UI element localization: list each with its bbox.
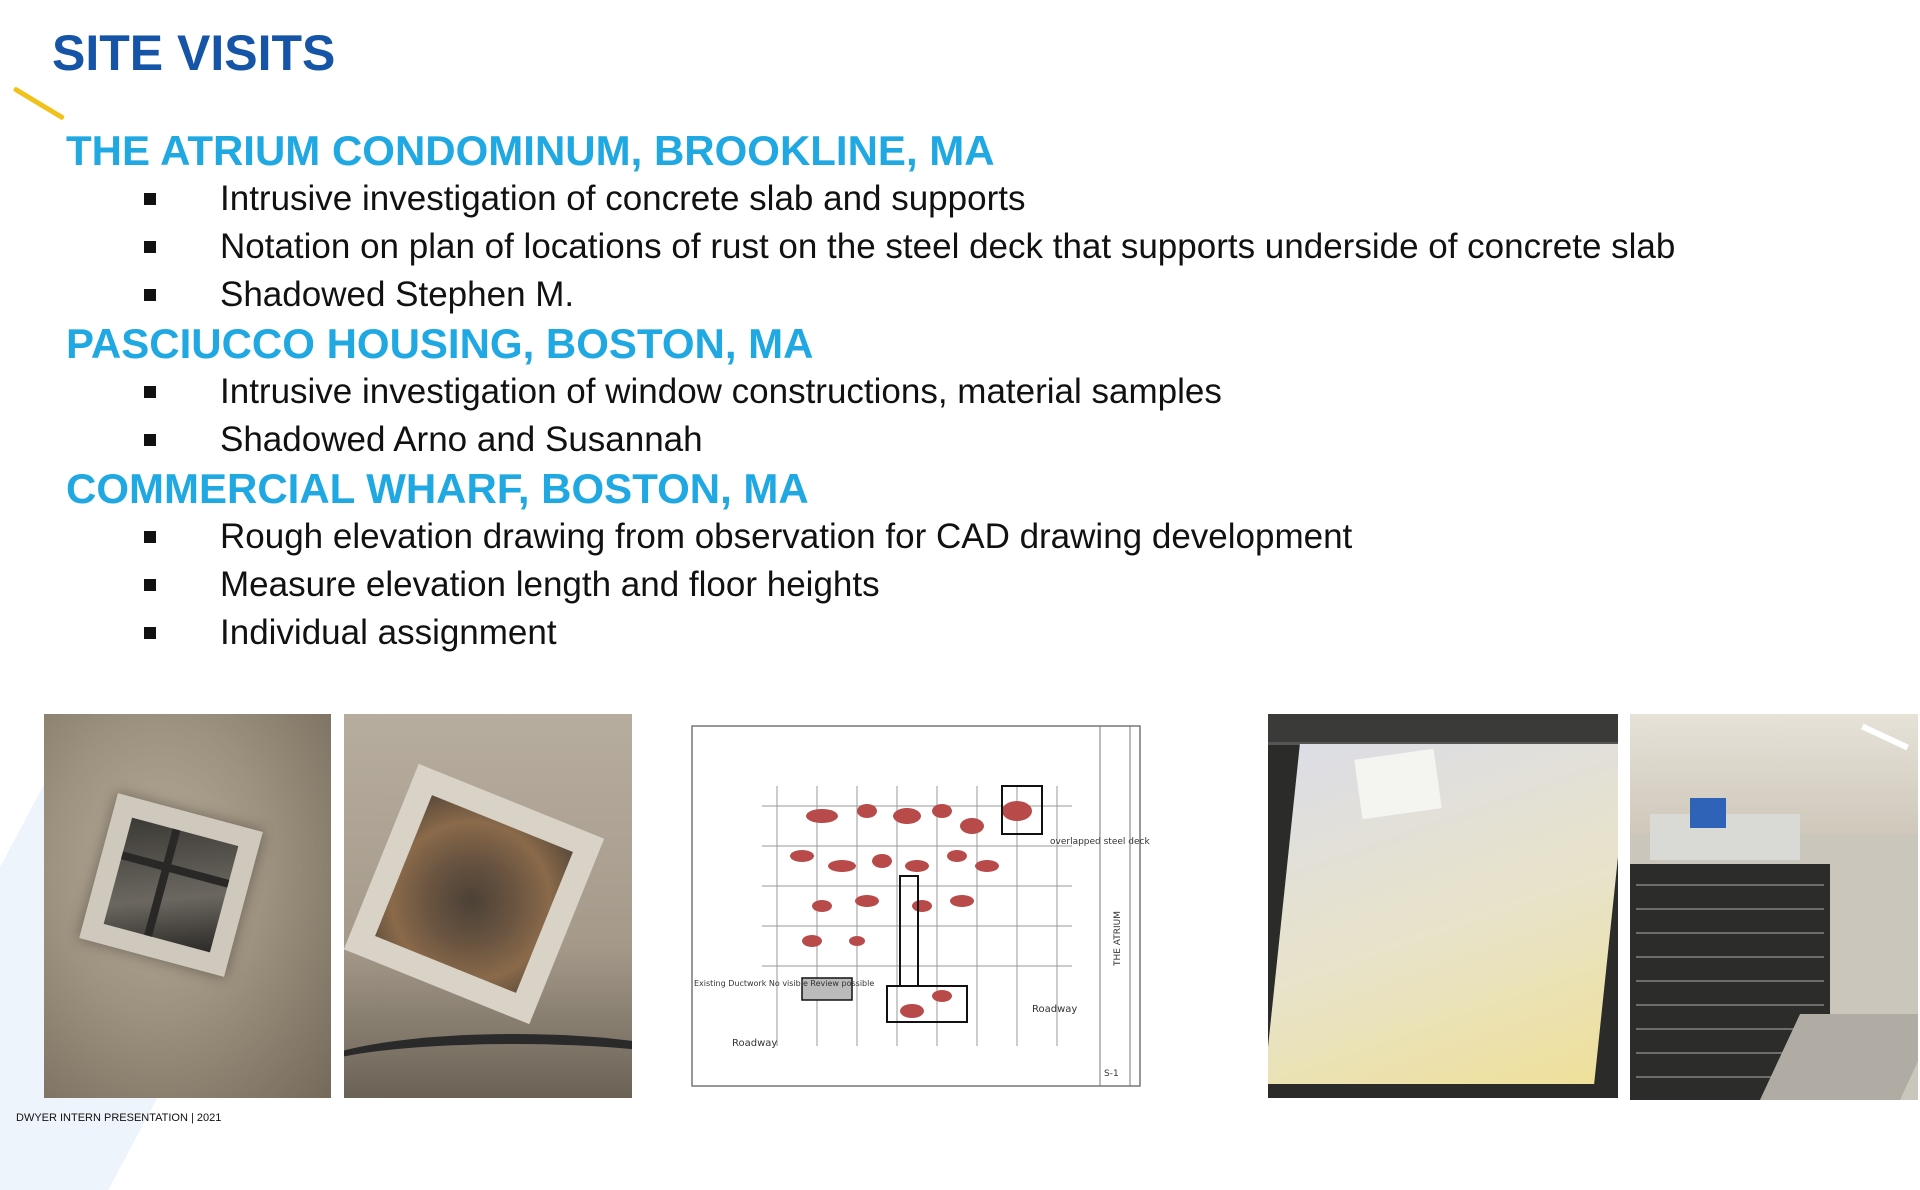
title-block [1100, 726, 1130, 1086]
bullet-square-icon [144, 386, 156, 398]
slide-title: SITE VISITS [52, 25, 336, 81]
bullet-square-icon [144, 289, 156, 301]
bullet-square-icon [144, 531, 156, 543]
highlight-box [900, 876, 918, 986]
hose [344, 1034, 632, 1098]
section-atrium [0, 126, 1920, 319]
bullet-item [0, 223, 1920, 271]
bullet-item [0, 513, 1920, 561]
bullet-text: Shadowed Arno and Susannah [220, 420, 703, 459]
bullet-text: Measure elevation length and floor heights [220, 565, 880, 604]
note-paper [1354, 749, 1442, 820]
slab-opening-photo [44, 714, 331, 1098]
annotation-roadway: Roadway [732, 1038, 778, 1049]
flat-file-drawer-photo [1268, 714, 1618, 1098]
bullet-text: Individual assignment [220, 613, 557, 652]
annotation-roadway: Roadway [1032, 1004, 1078, 1015]
bullet-text: Rough elevation drawing from observation for CAD drawing development [220, 517, 1353, 556]
section-heading: PASCIUCCO HOUSING, BOSTON, MA [66, 320, 814, 367]
bullet-item [0, 271, 1920, 319]
bullet-text: Intrusive investigation of window constructions, material samples [220, 372, 1222, 411]
section-heading: THE ATRIUM CONDOMINUM, BROOKLINE, MA [66, 127, 995, 174]
section-heading: COMMERCIAL WHARF, BOSTON, MA [66, 465, 809, 512]
marked-up-plan-drawing [672, 716, 1210, 1096]
bullet-item [0, 609, 1920, 657]
plan-drawing-svg [672, 716, 1210, 1096]
drawer-front [1268, 714, 1618, 745]
annotation-existing: Existing Ductwork No visible Review possible [694, 979, 875, 988]
highlight-box [887, 986, 967, 1022]
section-commercial-wharf [0, 464, 1920, 657]
bullet-list [0, 368, 1920, 464]
bullet-item [0, 175, 1920, 223]
accent-line [13, 86, 65, 120]
slide-content [0, 126, 1920, 657]
slab-frame [344, 764, 604, 1024]
slab-deterioration-photo [344, 714, 632, 1098]
drawing-sheet [1268, 744, 1618, 1084]
bullet-item [0, 368, 1920, 416]
flat-file-cabinets-photo [1630, 714, 1918, 1100]
bullet-text: Notation on plan of locations of rust on the steel deck that supports underside of concrete slab [220, 227, 1676, 266]
bullet-list [0, 175, 1920, 319]
slab-frame [79, 793, 263, 977]
bullet-item [0, 416, 1920, 464]
bullet-list [0, 513, 1920, 657]
footer-text: DWYER INTERN PRESENTATION | 2021 [16, 1112, 222, 1124]
bullet-text: Shadowed Stephen M. [220, 275, 575, 314]
bullet-text: Intrusive investigation of concrete slab and supports [220, 179, 1026, 218]
blue-box [1690, 798, 1726, 828]
bullet-item [0, 561, 1920, 609]
bullet-square-icon [144, 627, 156, 639]
annotation-overlapped: overlapped steel deck [1050, 837, 1150, 847]
photo-strip [0, 712, 1920, 1102]
bullet-square-icon [144, 579, 156, 591]
bullet-square-icon [144, 193, 156, 205]
sheet-title: THE ATRIUM [1113, 910, 1123, 966]
bullet-square-icon [144, 434, 156, 446]
bullet-square-icon [144, 241, 156, 253]
slab-hole [375, 795, 573, 993]
sheet-number: S-1 [1104, 1069, 1119, 1079]
section-pasciucco [0, 319, 1920, 464]
